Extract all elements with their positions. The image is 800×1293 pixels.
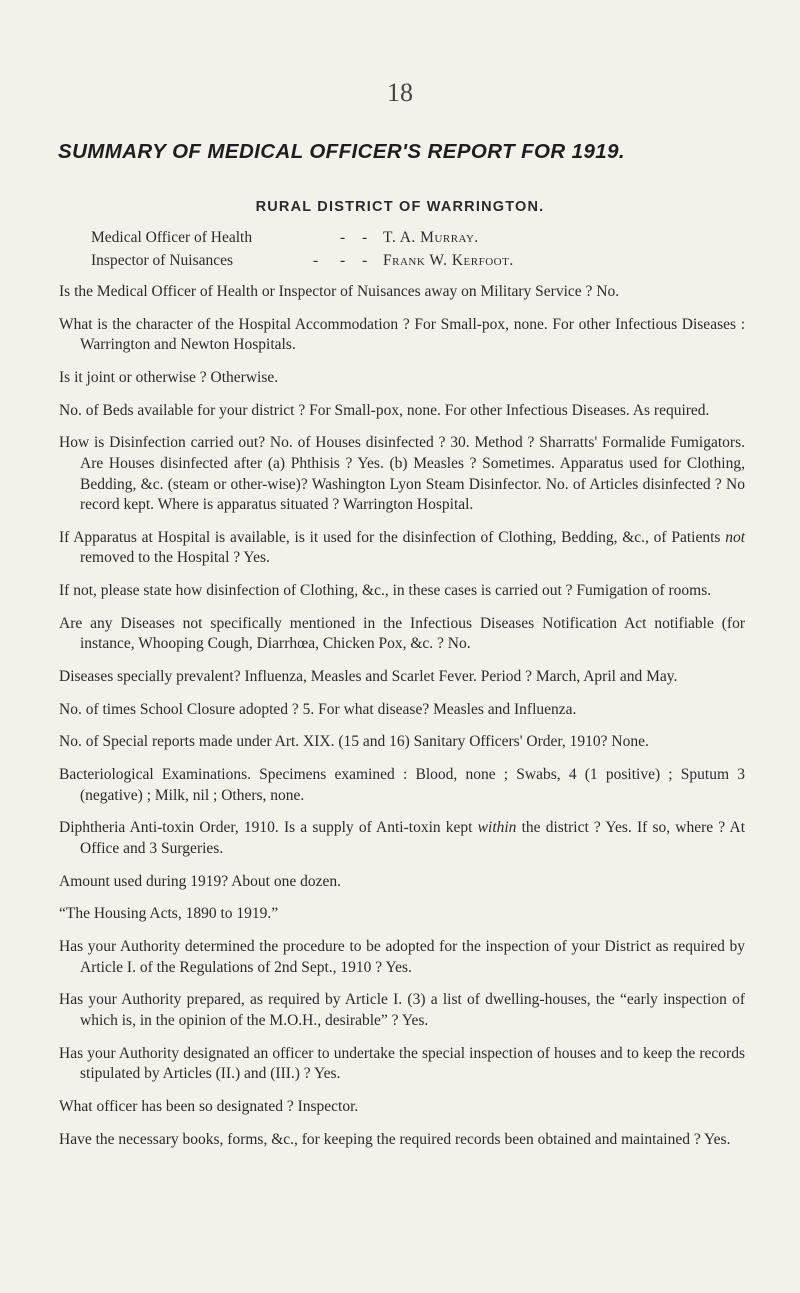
leader-dash: - <box>340 229 346 246</box>
question-paragraph: No. of Beds available for your district ? For Small-pox, none. For other Infectious Diseases. As required. <box>59 401 710 419</box>
question-paragraph: Has your Authority designated an officer to undertake the special inspection of houses and to keep the records stipulated by Articles (II.) and (III.) ? Yes. <box>59 1044 745 1083</box>
question-paragraph: Have the necessary books, forms, &c., for keeping the required records been obtained and maintained ? Yes. <box>59 1130 731 1148</box>
leader-dash: - <box>313 252 319 269</box>
page-number: 18 <box>387 78 413 107</box>
officer-name: T. A. Murray. <box>383 229 479 246</box>
question-paragraph: What officer has been so designated ? Inspector. <box>59 1097 359 1115</box>
question-paragraph: Is it joint or otherwise ? Otherwise. <box>59 368 279 386</box>
question-paragraph: Amount used during 1919? About one dozen. <box>59 872 341 890</box>
question-paragraph: No. of Special reports made under Art. XIX. (15 and 16) Sanitary Officers' Order, 1910? None. <box>59 733 649 751</box>
leader-dash: - <box>362 252 368 269</box>
report-title: SUMMARY OF MEDICAL OFFICER'S REPORT FOR 1919. <box>58 140 625 163</box>
text-segment: If Apparatus at Hospital is available, is it used for the disinfection of Clothing, Bedding, &c., of Patients <box>59 528 726 546</box>
question-paragraph: What is the character of the Hospital Accommodation ? For Small-pox, none. For other Infectious Diseases : Warrington and Newton Hospitals. <box>59 315 745 354</box>
officer-role: Inspector of Nuisances <box>91 252 234 269</box>
question-paragraph: Diseases specially prevalent? Influenza, Measles and Scarlet Fever. Period ? March, April and May. <box>59 668 678 686</box>
question-paragraph <box>59 528 745 569</box>
question-paragraph <box>59 818 745 859</box>
text-segment: the district ? Yes. If so, where ? At Office and 3 Surgeries. <box>80 819 745 857</box>
question-paragraph: If not, please state how disinfection of Clothing, &c., in these cases is carried out ? Fumigation of rooms. <box>59 582 712 600</box>
question-paragraph: No. of times School Closure adopted ? 5. For what disease? Measles and Influenza. <box>59 700 577 718</box>
district-heading: RURAL DISTRICT OF WARRINGTON. <box>255 199 545 215</box>
question-paragraph: Has your Authority determined the procedure to be adopted for the inspection of your District as required by Article I. of the Regulations of 2nd Sept., 1910 ? Yes. <box>59 938 745 976</box>
text-segment: Diphtheria Anti-toxin Order, 1910. Is a supply of Anti-toxin kept <box>59 819 478 837</box>
leader-dash: - <box>340 252 346 269</box>
question-paragraph: Bacteriological Examinations. Specimens examined : Blood, none ; Swabs, 4 (1 positive) ; Sputum 3 (negative) ; Milk, nil ; Others, none. <box>59 766 745 804</box>
section-heading: “The Housing Acts, 1890 to 1919.” <box>59 905 279 923</box>
emphasis-text: within <box>477 819 517 837</box>
text-segment: removed to the Hospital ? Yes. <box>80 549 270 567</box>
question-paragraph: Is the Medical Officer of Health or Inspector of Nuisances away on Military Service ? No. <box>59 283 620 300</box>
question-paragraph: Has your Authority prepared, as required by Article I. (3) a list of dwelling-houses, the “early inspection of which is, in the opinion of the M.O.H., desirable” ? Yes. <box>59 991 745 1029</box>
question-paragraph: Are any Diseases not specifically mentioned in the Infectious Diseases Notification Act notifiable (for instance, Whooping Cough, Diarrhœa, Chicken Pox, &c. ? No. <box>59 614 745 653</box>
report-body <box>59 282 745 1162</box>
officer-name: Frank W. Kerfoot. <box>383 252 514 269</box>
leader-dash: - <box>362 229 368 246</box>
officer-role: Medical Officer of Health <box>91 229 253 246</box>
question-paragraph: How is Disinfection carried out? No. of Houses disinfected ? 30. Method ? Sharratts' Formalide Fumigators. Are Houses disinfected after (a) Phthisis ? Yes. (b) Measles ? Sometimes. Apparatus used for Clothing, Bedding, &c. (steam or other-wise)? Washington Lyon Steam Disinfector. No. of Articles disinfected ? No record kept. Where is apparatus situated ? Warrington Hospital. <box>59 434 745 514</box>
emphasis-text: not <box>725 528 745 546</box>
